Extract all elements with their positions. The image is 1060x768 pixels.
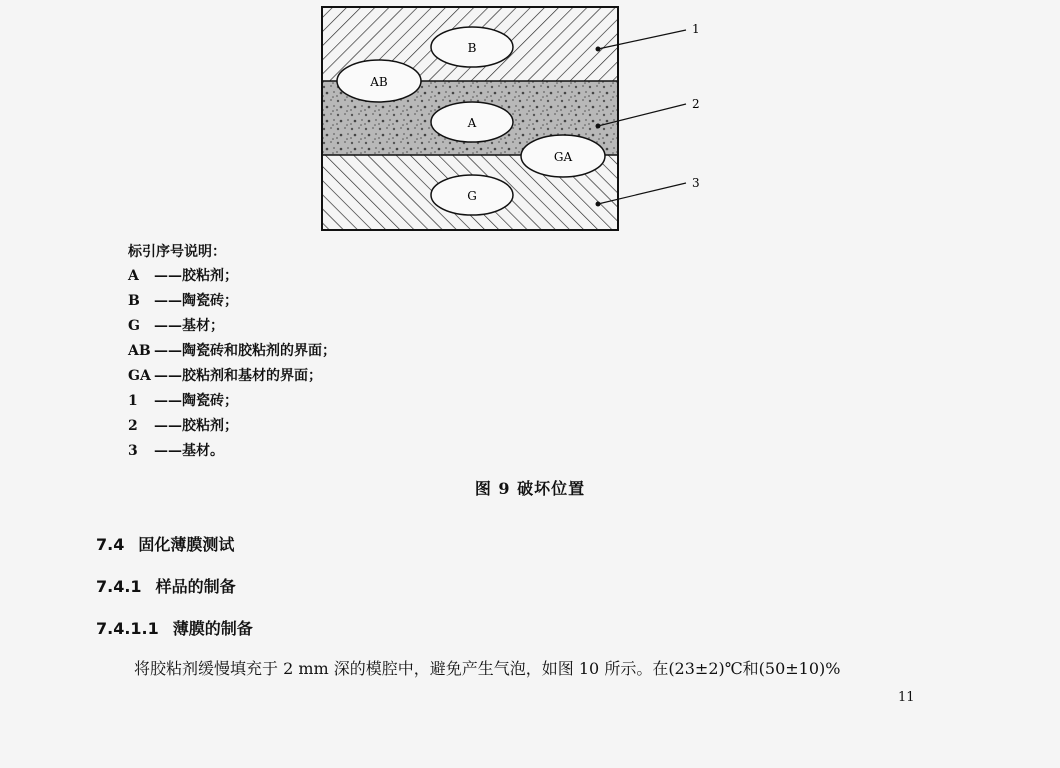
legend-item (128, 414, 336, 439)
legend-desc: ——胶粘剂； (154, 268, 238, 284)
legend-item (128, 364, 336, 389)
section-number: 7.4 (96, 535, 125, 554)
legend-item (128, 289, 336, 314)
section-title: 薄膜的制备 (172, 619, 253, 638)
section-title: 固化薄膜测试 (138, 535, 235, 554)
section-number: 7.4.1.1 (96, 619, 159, 638)
failure-location-figure (0, 0, 1060, 240)
legend-item (128, 439, 336, 464)
figure-caption: 图 9 破坏位置 (474, 479, 586, 498)
svg-text:AB: AB (370, 75, 388, 89)
section-heading-7-4-1-1 (96, 616, 253, 639)
page-number: 11 (898, 690, 915, 705)
legend-key: A (128, 268, 139, 284)
section-heading-7-4 (96, 532, 234, 555)
svg-text:B: B (467, 41, 477, 55)
legend-desc: ——陶瓷砖； (154, 393, 238, 409)
legend-item (128, 389, 336, 414)
legend-item (128, 314, 336, 339)
legend-desc: ——陶瓷砖； (154, 293, 238, 309)
legend-key: G (128, 318, 140, 334)
svg-text:G: G (467, 189, 477, 203)
legend-key: 2 (128, 418, 138, 434)
svg-text:2: 2 (692, 97, 700, 111)
legend-key: B (128, 293, 140, 309)
legend-desc: ——陶瓷砖和胶粘剂的界面； (154, 343, 336, 359)
figure-drawing (0, 0, 1060, 240)
svg-text:GA: GA (553, 150, 573, 164)
svg-text:3: 3 (692, 176, 700, 190)
legend-key: GA (128, 368, 151, 384)
svg-text:A: A (467, 116, 477, 130)
section-number: 7.4.1 (96, 577, 142, 596)
region-b (431, 27, 513, 67)
region-ab (337, 60, 421, 102)
section-title: 样品的制备 (155, 577, 236, 596)
legend (128, 240, 336, 464)
legend-key: AB (128, 343, 151, 359)
legend-desc: ——胶粘剂和基材的界面； (154, 368, 322, 384)
section-heading-7-4-1 (96, 574, 236, 597)
legend-desc: ——基材； (154, 318, 224, 334)
region-a (431, 102, 513, 142)
body-paragraph: 将胶粘剂缓慢填充于 2 mm 深的模腔中，避免产生气泡，如图 10 所示。在(23±2)℃和(50±10)% (134, 659, 841, 678)
legend-item (128, 264, 336, 289)
legend-item (128, 339, 336, 364)
legend-desc: ——胶粘剂； (154, 418, 238, 434)
legend-desc: ——基材。 (154, 443, 224, 459)
legend-key: 3 (128, 443, 138, 459)
region-ga (521, 135, 605, 177)
svg-text:1: 1 (692, 22, 700, 36)
legend-key: 1 (128, 393, 138, 409)
legend-title: 标引序号说明： (128, 244, 226, 260)
region-g (431, 175, 513, 215)
